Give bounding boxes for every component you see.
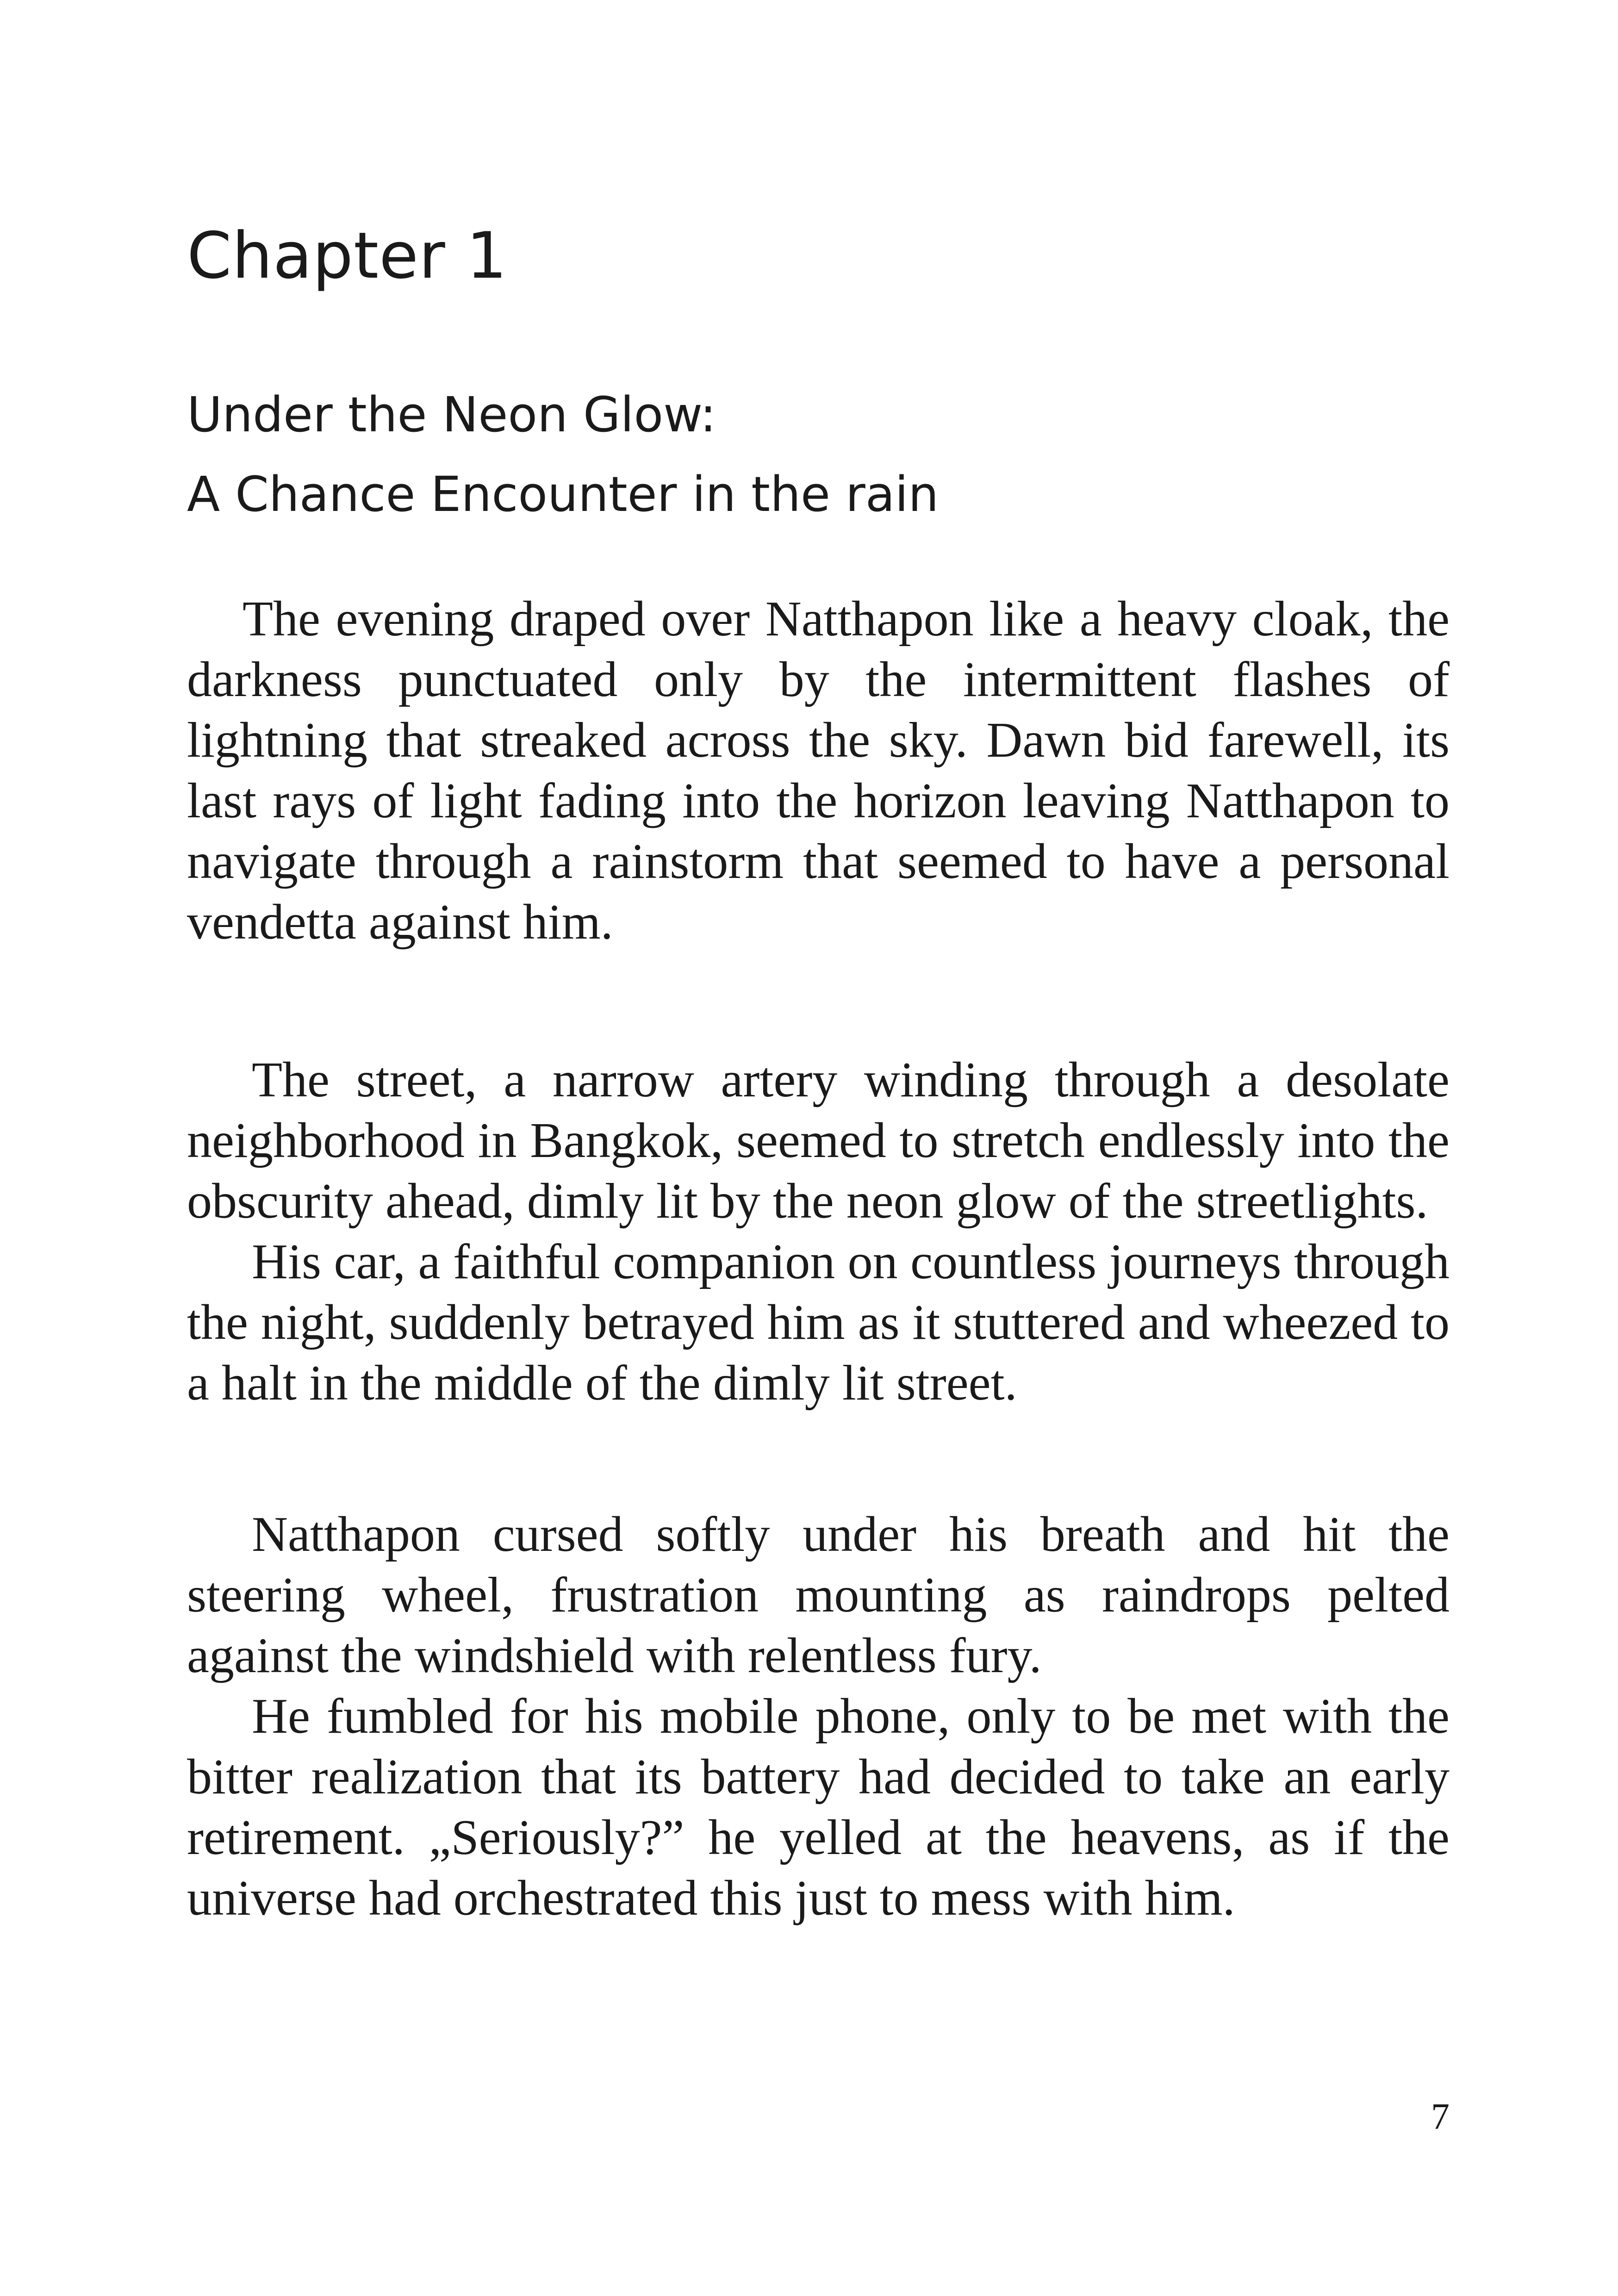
chapter-title: Chapter 1	[187, 218, 508, 293]
paragraph: He fumbled for his mobile phone, only to be met with the bitter realization that its battery had decided to take an early retirement. „Seriously?” he yelled at the heavens, as if the universe had orchestrated this just to mess with him.	[187, 1689, 1450, 1926]
paragraph: Natthapon cursed softly under his breath and hit the steering wheel, frustration mounting as raindrops pelted against the windshield with relentless fury.	[187, 1507, 1450, 1683]
page-number: 7	[1431, 2097, 1450, 2137]
paragraph: His car, a faithful companion on countless journeys through the night, suddenly betrayed him as it stuttered and wheezed to a halt in the middle of the dimly lit street.	[187, 1234, 1450, 1411]
chapter-subtitle-line-1: Under the Neon Glow:	[187, 386, 716, 443]
paragraph: The street, a narrow artery winding through a desolate neighborhood in Bangkok, seemed to stretch endlessly into the obscurity ahead, dimly lit by the neon glow of the streetlights.	[187, 1052, 1450, 1229]
paragraph: The evening draped over Natthapon like a heavy cloak, the darkness punctuated only by the intermittent flashes of lightning that streaked across the sky. Dawn bid farewell, its last rays of light fading into the horizon leaving Natthapon to navigate through a rainstorm that seemed to have a personal vendetta against him.	[187, 591, 1450, 950]
chapter-subtitle	[187, 375, 939, 534]
chapter-subtitle-line-2: A Chance Encounter in the rain	[187, 466, 939, 523]
chapter-body	[187, 589, 1450, 1929]
